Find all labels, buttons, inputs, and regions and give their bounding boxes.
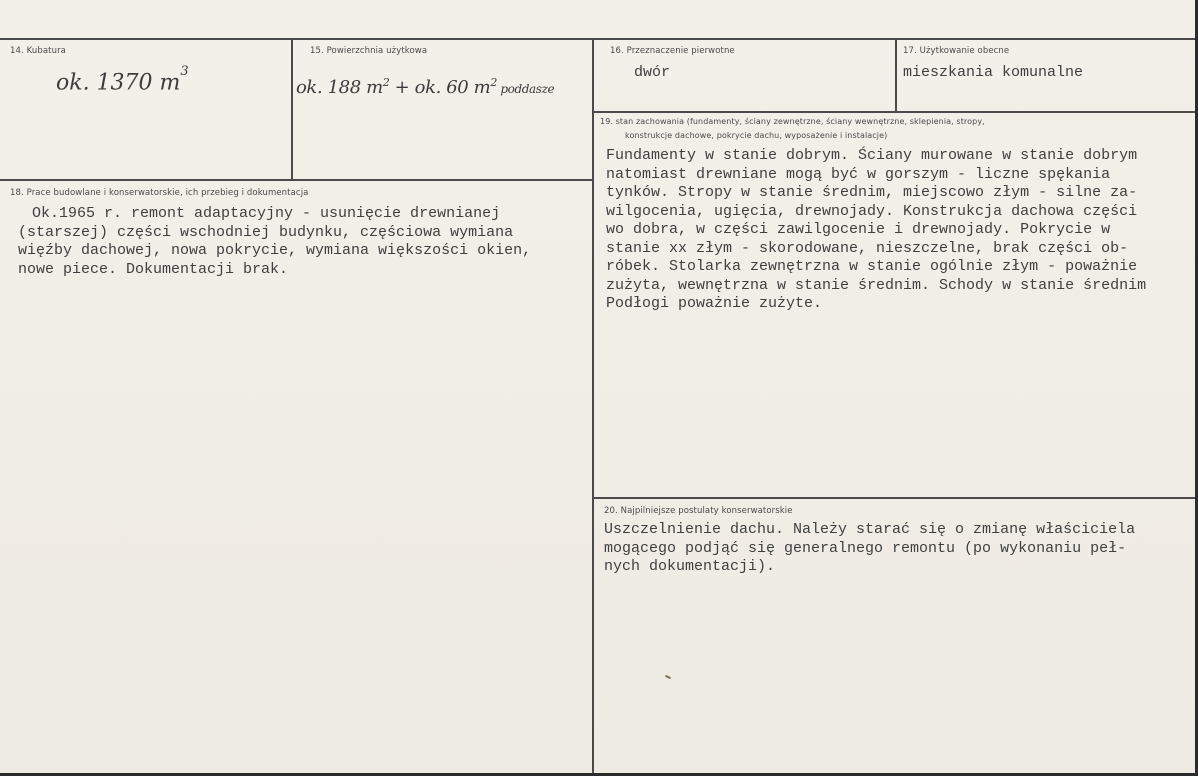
field-20-label: 20. Najpilniejsze postulaty konserwatorskie xyxy=(604,506,793,516)
field-19-line: Podłogi poważnie zużyte. xyxy=(606,295,823,312)
field-15-exp-a: 2 xyxy=(382,76,390,89)
field-19-line: róbek. Stolarka zewnętrzna w stanie ogólnie złym - poważnie xyxy=(606,258,1138,275)
field-15-exp-b: 2 xyxy=(490,76,497,89)
field-20-line: Uszczelnienie dachu. Należy starać się o zmianę właściciela xyxy=(604,521,1136,538)
field-18-line: Ok.1965 r. remont adaptacyjny - usunięcie drewnianej xyxy=(32,205,501,222)
field-16-value: dwór xyxy=(634,64,671,81)
field-14-volume: ok. 1370 m xyxy=(56,70,181,96)
field-15-attic-word: poddasze xyxy=(496,82,555,96)
field-19-line: Fundamenty w stanie dobrym. Ściany murowane w stanie dobrym xyxy=(606,147,1138,164)
field-17-value: mieszkania komunalne xyxy=(903,64,1084,81)
field-19-line: wilgocenia, ugięcia, drewnojady. Konstrukcja dachowa części xyxy=(606,202,1138,220)
field-18-line: więźby dachowej, nowa pokrycie, wymiana większości okien, xyxy=(18,242,532,259)
divider-15-16 xyxy=(592,38,594,774)
field-20-line: nych dokumentacji). xyxy=(604,558,776,575)
field-18-line: nowe piece. Dokumentacji brak. xyxy=(18,260,289,278)
field-18-label: 18. Prace budowlane i konserwatorskie, ich przebieg i dokumentacja xyxy=(10,188,309,198)
paper-speck xyxy=(665,675,671,679)
top-rule xyxy=(0,38,1198,40)
field-19-label: 19. stan zachowania (fundamenty, ściany zewnętrzne, ściany wewnętrzne, sklepienia, stropy, xyxy=(600,117,985,126)
field-14-label: 14. Kubatura xyxy=(10,46,66,56)
field-17-label: 17. Użytkowanie obecne xyxy=(903,46,1010,56)
field-19-label-cont: konstrukcje dachowe, pokrycie dachu, wyposażenie i instalacje) xyxy=(625,131,888,140)
field-19-line: stanie xx złym - skorodowane, nieszczelne, brak części ob- xyxy=(606,239,1129,257)
field-14-unit-exp: 3 xyxy=(180,64,189,79)
divider-16-17 xyxy=(895,38,897,112)
rule-above-20 xyxy=(592,497,1198,499)
divider-14-15 xyxy=(291,38,293,180)
field-18-line: (starszej) części wschodniej budynku, częściowa wymiana xyxy=(18,223,514,241)
field-19-line: natomiast drewniane mogą być w gorszym - liczne spękania xyxy=(606,165,1111,183)
rule-under-14-15 xyxy=(0,179,594,181)
field-15-label: 15. Powierzchnia użytkowa xyxy=(310,46,428,56)
field-19-line: wo dobra, w części zawilgocenie i drewnojady. Pokrycie w xyxy=(606,221,1111,238)
field-19-line: zużyta, wewnętrzna w stanie średnim. Schody w stanie średnim xyxy=(606,276,1147,294)
field-15-value xyxy=(296,76,554,98)
field-20-line: mogącego podjąć się generalnego remontu (po wykonaniu peł- xyxy=(604,539,1127,557)
rule-under-17 xyxy=(592,111,1198,113)
field-15-main-area: ok. 188 m xyxy=(296,77,383,98)
field-16-label: 16. Przeznaczenie pierwotne xyxy=(610,46,735,56)
field-19-line: tynków. Stropy w stanie średnim, miejscowo złym - silne za- xyxy=(606,184,1138,201)
field-15-attic-area: + ok. 60 m xyxy=(389,77,491,98)
field-14-value xyxy=(56,64,189,96)
